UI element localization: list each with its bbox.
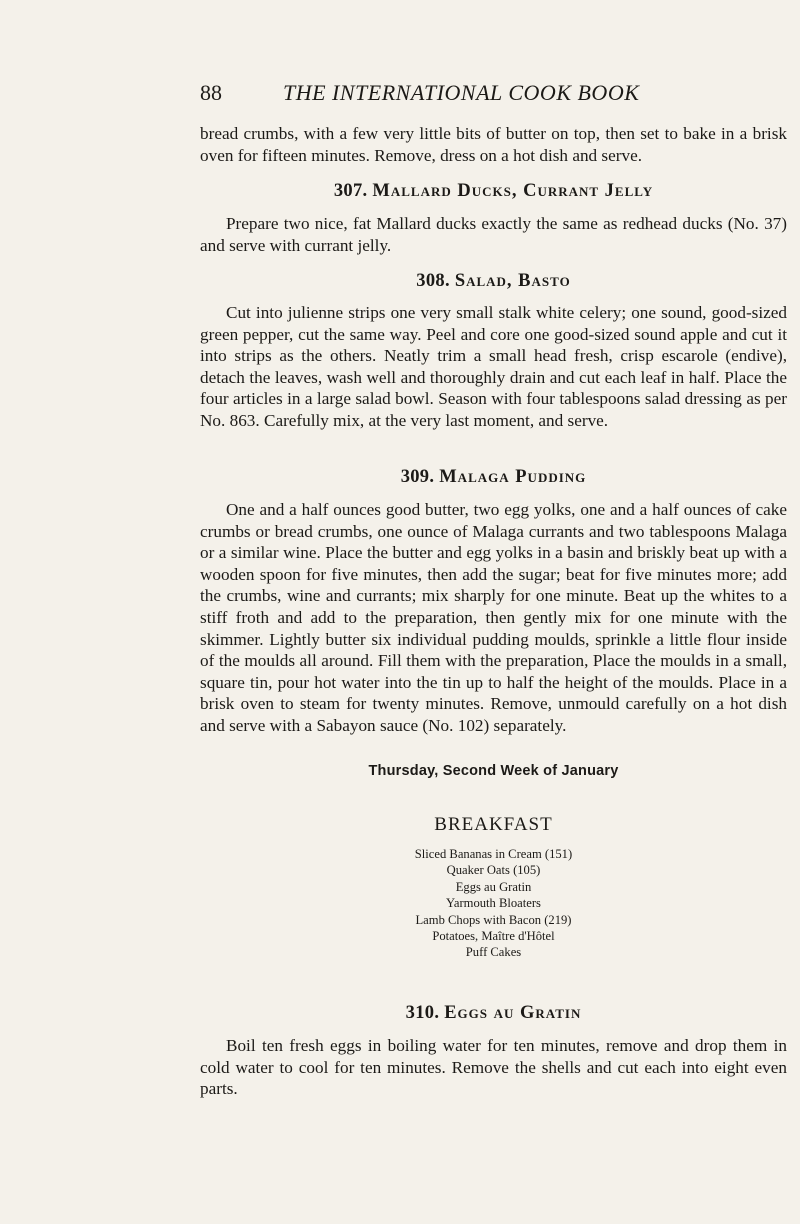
- recipe-text-308: Cut into julienne strips one very small stalk white celery; one sound, good-sized green pepper, cut the same way. Peel and core one good-sized sound apple and cut it into strips as the others. Neatly trim a small head fresh, crisp escarole (endive), detach the leaves, wash well and thoroughly drain and cut each leaf in half. Place the four articles in a large salad bowl. Season with four tablespoons salad dressing as per No. 863. Carefully mix, at the very last moment, and serve.: [200, 303, 787, 430]
- recipe-text-310: Boil ten fresh eggs in boiling water for ten minutes, remove and drop them in cold water to cool for ten minutes. Remove the shells and cut each into eight even parts.: [200, 1036, 787, 1099]
- menu-item: Sliced Bananas in Cream (151): [414, 847, 573, 861]
- menu-item: Lamb Chops with Bacon (219): [415, 912, 572, 927]
- recipe-number: 309.: [400, 467, 435, 487]
- recipe-title: Malaga Pudding: [439, 467, 587, 487]
- recipe-heading-307: [200, 181, 787, 202]
- menu-item: Puff Cakes: [465, 945, 522, 960]
- menu-day-heading: Thursday, Second Week of January: [368, 763, 619, 779]
- recipe-heading-308: [200, 271, 787, 292]
- menu-list: [200, 846, 787, 961]
- running-head: [200, 80, 680, 110]
- recipe-title: Eggs au Gratin: [444, 1003, 582, 1023]
- page-number: 88: [200, 80, 222, 105]
- running-title: THE INTERNATIONAL COOK BOOK: [283, 80, 640, 105]
- recipe-number: 307.: [333, 181, 368, 201]
- menu-item: Yarmouth Bloaters: [446, 896, 541, 911]
- recipe-text-309: One and a half ounces good butter, two egg yolks, one and a half ounces of cake crumbs or bread crumbs, one ounce of Malaga currants and two tablespoons Malaga or a similar wine. Place the butter and egg yolks in a basin and briskly beat up with a wooden spoon for five minutes, then add the sugar; beat for five minutes more; add the crumbs, wine and currants; mix sharply for one minute. Beat up the whites to a stiff froth and add to the preparation, then gently mix for one minute with the skimmer. Lightly butter six individual pudding moulds, sprinkle a little flour inside of the moulds all around. Fill them with the preparation, Place the moulds in a small, square tin, pour hot water into the tin up to half the height of the moulds. Place in a brisk oven to steam for twenty minutes. Remove, unmould carefully on a hot dish and serve with a Sabayon sauce (No. 102) separately.: [200, 500, 787, 735]
- recipe-title: Salad, Basto: [454, 271, 571, 291]
- recipe-heading-310: [200, 1003, 787, 1024]
- intro-paragraph: bread crumbs, with a few very little bits of butter on top, then set to bake in a brisk oven for fifteen minutes. Remove, dress on a hot dish and serve.: [200, 124, 787, 165]
- recipe-number: 310.: [405, 1003, 440, 1023]
- recipe-heading-309: [200, 467, 787, 488]
- menu-item: Quaker Oats (105): [446, 863, 541, 878]
- menu-item: Eggs au Gratin: [455, 879, 532, 894]
- recipe-number: 308.: [416, 271, 450, 291]
- menu-meal-heading: BREAKFAST: [434, 814, 553, 835]
- recipe-text-307: Prepare two nice, fat Mallard ducks exactly the same as redhead ducks (No. 37) and serve with currant jelly.: [200, 214, 787, 255]
- menu-item: Potatoes, Maître d'Hôtel: [432, 929, 555, 944]
- recipe-title: Mallard Ducks, Currant Jelly: [372, 181, 654, 201]
